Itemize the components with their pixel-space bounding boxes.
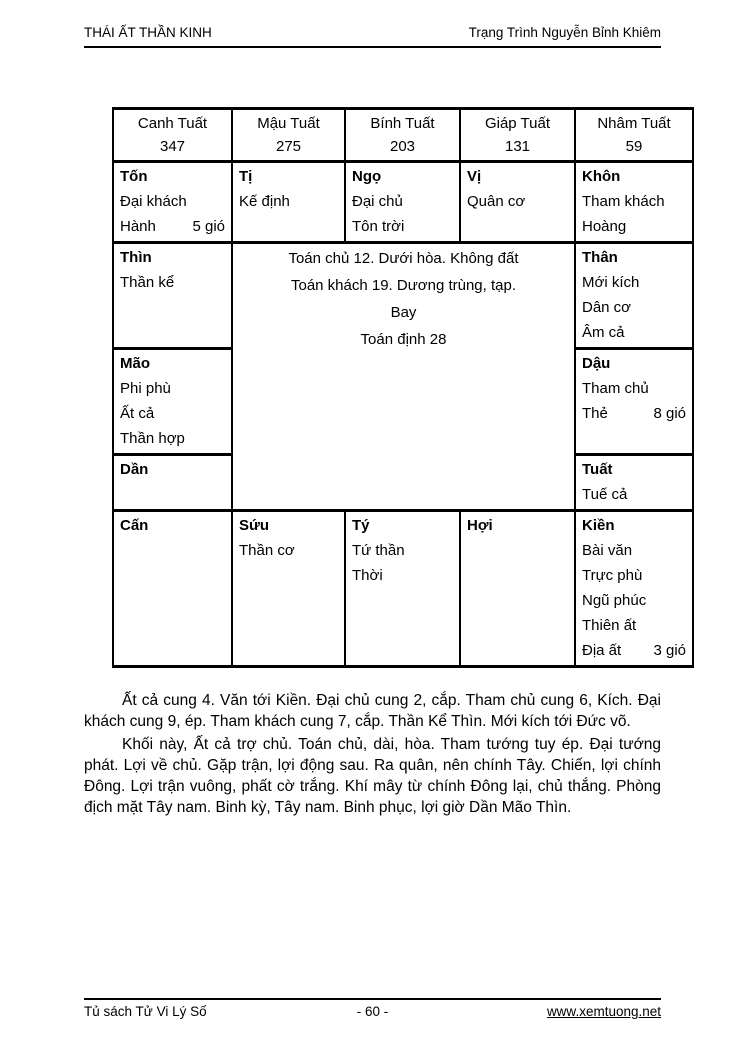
cell-dau <box>575 349 693 455</box>
bay-line: Bay <box>390 304 417 321</box>
palace-line-left: Địa ất <box>582 642 622 659</box>
year-name: Canh Tuất <box>137 115 208 132</box>
paragraph-1: Ất cả cung 4. Văn tới Kiền. Đại chủ cung 2, cắp. Tham chủ cung 6, Kích. Đại khách cung 9, ép. Tham khách cung 7, cắp. Thần Kể Thìn. Mới kích tới Đức võ. <box>84 692 661 730</box>
cell-khon <box>575 162 693 243</box>
year-row <box>113 109 693 162</box>
year-name: Nhâm Tuất <box>597 115 671 132</box>
cell-ty <box>345 511 460 667</box>
palace-line: Thần cơ <box>239 542 295 559</box>
palace-line-left: Thẻ <box>582 405 608 422</box>
book-title: THÁI ẤT THẦN KINH <box>84 25 212 40</box>
palace-line: Âm cả <box>582 324 625 341</box>
author-name: Trạng Trình Nguyễn Bỉnh Khiêm <box>468 25 661 40</box>
year-number: 347 <box>159 138 186 155</box>
cell-center-calculation <box>232 243 575 511</box>
palace-title: Tuất <box>582 461 613 478</box>
palace-line: Tham chủ <box>582 380 649 397</box>
palace-title: Kiền <box>582 517 615 534</box>
toan-khach-line: Toán khách 19. Dương trùng, tạp. <box>290 277 516 294</box>
cell-tuat <box>575 455 693 511</box>
paragraph-2: Khối này, Ất cả trợ chủ. Toán chủ, dài, hòa. Tham tướng tuy ép. Đại tướng phát. Lợi về chủ. Gặp trận, lợi động sau. Ra quân, nên chính Tây. Chiến, lợi chính Đông. Lợi trận vuông, phất cờ trắng. Khí mây từ chính Đông lại, chủ thắng. Phòng địch mặt Tây nam. Binh kỳ, Tây nam. Binh phục, lợi giờ Dần Mão Thìn. <box>84 736 661 816</box>
page-header <box>84 0 661 48</box>
palace-line: Kế định <box>239 193 290 210</box>
palace-title: Tị <box>239 168 253 185</box>
palace-line: Hoàng <box>582 218 627 235</box>
cell-giap-tuat <box>460 109 575 162</box>
palace-line: Ngũ phúc <box>582 592 647 609</box>
cell-thin <box>113 243 232 349</box>
palace-line <box>582 638 686 663</box>
cell-nham-tuat <box>575 109 693 162</box>
palace-title: Sứu <box>239 517 270 534</box>
palace-title: Dần <box>120 461 149 478</box>
palace-line-right: 5 gió <box>192 218 225 235</box>
page-footer <box>84 998 661 1019</box>
year-name: Bính Tuất <box>370 115 435 132</box>
year-number: 59 <box>625 138 643 155</box>
palace-line: Đại chủ <box>352 193 403 210</box>
toan-dinh-line: Toán định 28 <box>360 331 447 348</box>
palace-line: Quân cơ <box>467 193 526 210</box>
palace-title: Ngọ <box>352 168 382 185</box>
thai-at-chart-table <box>112 107 694 668</box>
palace-title: Tốn <box>120 168 148 185</box>
cell-than <box>575 243 693 349</box>
cell-ngo <box>345 162 460 243</box>
palace-row-bottom <box>113 511 693 667</box>
palace-row-mid-1 <box>113 243 693 349</box>
cell-ton <box>113 162 232 243</box>
palace-title: Thìn <box>120 249 152 266</box>
page-number: - 60 - <box>356 1004 389 1019</box>
palace-title: Thân <box>582 249 618 266</box>
palace-line: Tứ thần <box>352 542 405 559</box>
website-link[interactable]: www.xemtuong.net <box>546 1004 661 1019</box>
palace-line <box>120 214 225 239</box>
palace-row-top <box>113 162 693 243</box>
palace-line: Tham khách <box>582 193 665 210</box>
cell-ti <box>232 162 345 243</box>
palace-line: Dân cơ <box>582 299 632 316</box>
palace-title: Cấn <box>120 517 149 534</box>
cell-kien <box>575 511 693 667</box>
cell-binh-tuat <box>345 109 460 162</box>
cell-canh-tuat <box>113 109 232 162</box>
palace-title: Dậu <box>582 355 611 372</box>
palace-line: Thiên ất <box>582 617 637 634</box>
year-number: 203 <box>389 138 416 155</box>
year-name: Mậu Tuất <box>257 115 320 132</box>
palace-title: Tý <box>352 517 370 534</box>
palace-title: Mão <box>120 355 150 372</box>
palace-line <box>582 401 686 426</box>
palace-line: Trực phù <box>582 567 643 584</box>
palace-line: Đại khách <box>120 193 187 210</box>
palace-title: Vị <box>467 168 482 185</box>
palace-line-left: Hành <box>120 218 156 235</box>
cell-vi <box>460 162 575 243</box>
palace-line: Thời <box>352 567 383 584</box>
palace-line: Mới kích <box>582 274 640 291</box>
palace-line: Phi phù <box>120 380 171 397</box>
cell-mau-tuat <box>232 109 345 162</box>
palace-line: Thần hợp <box>120 430 185 447</box>
cell-suu <box>232 511 345 667</box>
palace-line: Tuế cả <box>582 486 628 503</box>
year-number: 131 <box>504 138 531 155</box>
year-name: Giáp Tuất <box>484 115 551 132</box>
palace-line: Thần kể <box>120 274 175 291</box>
year-number: 275 <box>275 138 302 155</box>
palace-line: Tôn trời <box>352 218 405 235</box>
commentary-text <box>84 690 661 818</box>
cell-can <box>113 511 232 667</box>
palace-line: Ất cả <box>120 405 155 422</box>
palace-title: Khôn <box>582 168 621 185</box>
series-name: Tủ sách Tử Vi Lý Số <box>84 1004 207 1019</box>
palace-line: Bài văn <box>582 542 633 559</box>
palace-line-right: 8 gió <box>653 405 686 422</box>
palace-line-right: 3 gió <box>653 642 686 659</box>
palace-title: Hợi <box>467 517 493 534</box>
cell-dan <box>113 455 232 511</box>
cell-mao <box>113 349 232 455</box>
toan-chu-line: Toán chủ 12. Dưới hòa. Không đất <box>288 250 519 267</box>
cell-hoi <box>460 511 575 667</box>
